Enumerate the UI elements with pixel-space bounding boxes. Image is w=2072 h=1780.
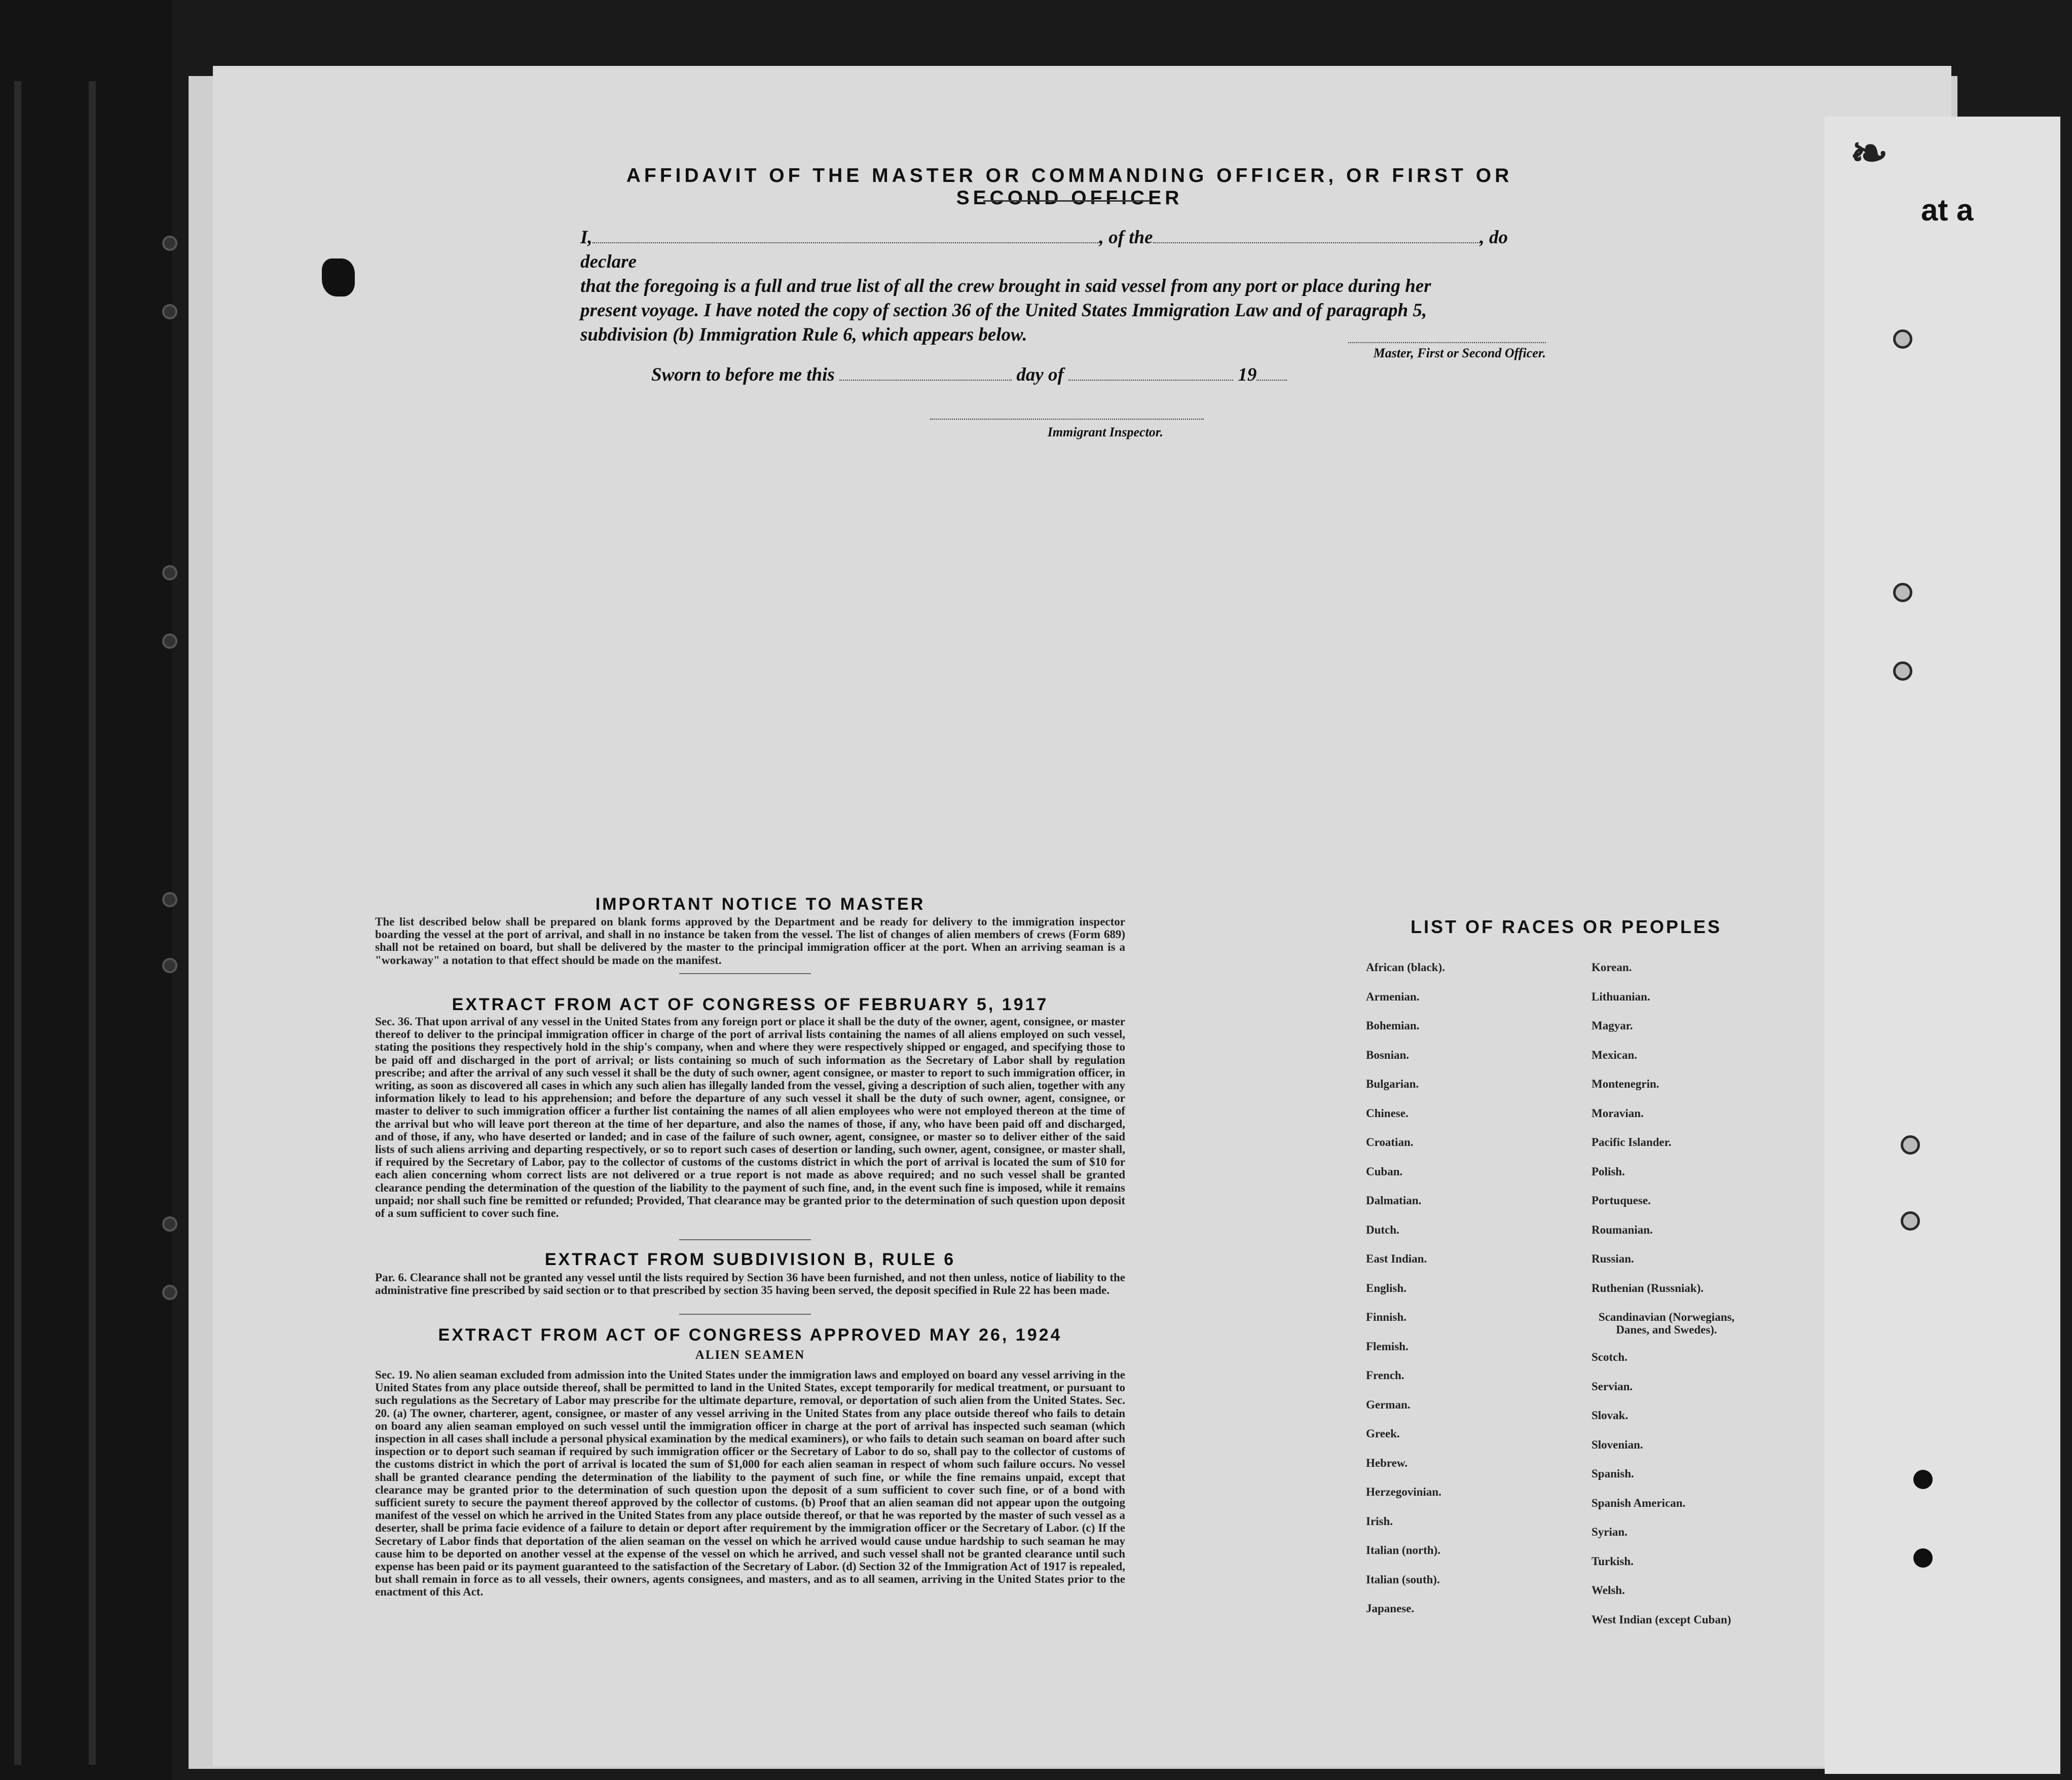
binder-strip	[89, 81, 96, 1765]
notice-heading: IMPORTANT NOTICE TO MASTER	[595, 895, 926, 914]
race-item: Hebrew.	[1366, 1456, 1408, 1469]
section-separator	[679, 1239, 811, 1240]
binder-hole	[162, 892, 177, 907]
binder-hole	[162, 304, 177, 319]
punch-hole	[1893, 329, 1912, 349]
declaration-i: I,	[580, 227, 593, 248]
sworn-line	[651, 364, 1287, 386]
race-item: Irish.	[1366, 1514, 1393, 1528]
race-item: Syrian.	[1592, 1526, 1627, 1538]
ink-smudge	[322, 258, 355, 296]
day-of-label: day of	[1016, 364, 1064, 385]
race-item: Lithuanian.	[1592, 990, 1650, 1003]
declaration-line-4: subdivision (b) Immigration Rule 6, which appears below.	[580, 324, 1027, 345]
year-prefix: 19	[1238, 364, 1257, 385]
race-item: Bosnian.	[1366, 1048, 1410, 1061]
declaration-text	[580, 226, 1559, 347]
binder-hole	[162, 1216, 177, 1232]
extract-1924-text: Sec. 19. No alien seaman excluded from admission into the United States under the immigration laws and employed on board any vessel arriving in the United States from any place outside thereof, shall be permitted to land in the United States, except temporarily for medical treatment, or pursuant to such regulations as the Secretary of Labor may prescribe for the ultimate departure, removal, or deportation of such alien from the United States. Sec. 20. (a) The owner, charterer, agent, consignee, or master of any vessel arriving in the United States from any place outside thereof who fails to detain on board any alien seaman employed on such vessel until the immigration officer in charge at the port of arrival has inspected such seaman (which inspection in all cases shall include a personal physical examination by the medical examiners), or who fails to detain such seaman on board after such inspection or to deport such seaman if required by such immigration officer or the Secretary of Labor to do so, shall pay to the collector of customs of the customs district in which the port of arrival is located the sum of $1,000 for each alien seaman in respect of whom such failure occurs. No vessel shall be granted clearance pending the determination of the liability to the payment of such fine, or while the fine remains unpaid, except that clearance may be granted prior to the determination of such question upon the deposit of a sum sufficient to cover such fine, or of a bond with sufficient surety to secure the payment thereof approved by the collector of customs. (b) Proof that an alien seaman did not appear upon the outgoing manifest of the vessel on which he arrived in the United States from any place outside thereof, or that he was reported by the master of such vessel as a deserter, shall be prima facie evidence of a failure to detain or deport after requirement by the immigration officer or the Secretary of Labor. (c) If the Secretary of Labor finds that deportation of the alien seaman on the vessel on which he arrived would cause undue hardship to such seaman he may cause him to be deported on another vessel at the expense of the vessel on which he arrived, and such vessel shall not be granted clearance until such expense has been paid or its payment guaranteed to the satisfaction of the Secretary of Labor. (d) Section 32 of the Immigration Act of 1917 is repealed, but shall remain in force as to all vessels, their owners, agents consignees, and masters, and as to all seamen, arriving in the United States prior to the enactment of this Act.	[375, 1368, 1125, 1599]
race-item: Armenian.	[1366, 990, 1420, 1003]
race-item: Finnish.	[1366, 1311, 1407, 1323]
race-item: Italian (south).	[1366, 1573, 1440, 1586]
race-item: Mexican.	[1592, 1048, 1638, 1061]
section-separator	[679, 973, 811, 974]
race-item: African (black).	[1366, 961, 1445, 974]
notice-text: The list described below shall be prepared on blank forms approved by the Department and be ready for delivery to the immigration inspector boarding the vessel at the port of arrival, and shall in no instance be taken from the vessel. The list of changes of alien members of crews (Form 689) shall not be retained on board, but shall be delivered by the master to the principal immigration officer at the port. When an arriving seaman is a "workaway" a notation to that effect should be made on the manifest.	[375, 915, 1125, 967]
punch-hole	[1893, 661, 1912, 681]
race-item: Roumanian.	[1592, 1223, 1653, 1236]
binder-strip	[14, 81, 21, 1765]
handwritten-mark: ❧	[1850, 129, 1889, 179]
race-item: Slovenian.	[1592, 1438, 1643, 1451]
declaration-line-3: present voyage. I have noted the copy of section 36 of the United States Immigration Law and of paragraph 5,	[580, 300, 1427, 321]
name-blank	[593, 242, 1099, 243]
races-heading: LIST OF RACES OR PEOPLES	[1410, 916, 1722, 937]
race-item: Spanish.	[1592, 1467, 1634, 1480]
extract-1917-text: Sec. 36. That upon arrival of any vessel in the United States from any foreign port or place it shall be the duty of the owner, agent, consignee, or master thereof to deliver to the principal immigration officer in charge of the port of arrival lists containing the names of all aliens employed on such vessel, stating the positions they respectively hold in the ship's company, when and where they were respectively shipped or engaged, and specifying those to be paid off and discharged in the port of arrival; or lists containing so much of such information as the Secretary of Labor shall by regulation prescribe; and after the arrival of any such vessel it shall be the duty of such owner, agent consignee, or master to report to such immigration officer, in writing, as soon as discovered all cases in which any such alien has illegally landed from the vessel, giving a description of such alien, together with any information likely to lead to his apprehension; and before the departure of any such vessel it shall be the duty of such owner, agent, consignee, or master to deliver to such immigration officer a further list containing the names of all alien employees who were not employed thereon at the time of the arrival but who will leave port thereon at the time of her departure, and also the names of those, if any, who have been paid off and discharged, and of those, if any, who have deserted or landed; and in case of the failure of such owner, agent, consignee, or master so to deliver either of the said lists of such aliens arriving and departing respectively, or so to report such cases of desertion or landing, such owner, agent, consignee, or master shall, if required by the Secretary of Labor, pay to the collector of customs of the customs district in which the port of arrival is located the sum of $10 for each alien concerning whom correct lists are not delivered or a true report is not made as above required; and no such vessel shall be granted clearance pending the determination of the question of the liability to the payment of such fine, and, in the event such fine is imposed, while it remains unpaid; nor shall such fine be remitted or refunded; Provided, That clearance may be granted prior to the determination of such question upon deposit of a sum sufficient to cover such fine.	[375, 1015, 1125, 1220]
sworn-day-blank	[839, 380, 1012, 381]
race-item: Moravian.	[1592, 1106, 1644, 1120]
inspector-signature-label: Immigrant Inspector.	[1047, 425, 1163, 439]
race-item: Korean.	[1592, 961, 1632, 974]
race-item: East Indian.	[1366, 1252, 1427, 1265]
extract-1924-heading: EXTRACT FROM ACT OF CONGRESS APPROVED MAY 26, 1924	[438, 1325, 1062, 1345]
race-item: Russian.	[1592, 1252, 1634, 1265]
race-item: Cuban.	[1366, 1165, 1403, 1178]
declaration-line-1	[580, 226, 1559, 274]
race-item	[1590, 1311, 1743, 1336]
race-item: Dalmatian.	[1366, 1194, 1422, 1207]
race-item: Greek.	[1366, 1427, 1400, 1440]
rule-6-heading: EXTRACT FROM SUBDIVISION B, RULE 6	[544, 1250, 956, 1269]
race-item: Bulgarian.	[1366, 1078, 1419, 1090]
binder-edge	[0, 0, 172, 1780]
filled-dot	[1913, 1470, 1933, 1489]
affidavit-title: AFFIDAVIT OF THE MASTER OR COMMANDING OFFICER, OR FIRST OR SECOND OFFICER	[626, 165, 1513, 209]
declaration-of-the: , of the	[1099, 227, 1153, 248]
section-separator	[679, 1314, 811, 1315]
race-item: Japanese.	[1366, 1602, 1415, 1615]
declaration-do-declare: , do declare	[580, 227, 1508, 272]
race-item: Flemish.	[1366, 1340, 1409, 1353]
race-item: English.	[1366, 1281, 1407, 1294]
punch-hole	[1893, 583, 1912, 602]
sworn-month-blank	[1068, 380, 1233, 381]
race-item: West Indian (except Cuban)	[1592, 1613, 1731, 1626]
race-item: French.	[1366, 1369, 1404, 1382]
race-item: Pacific Islander.	[1592, 1136, 1672, 1148]
race-item: Slovak.	[1592, 1409, 1629, 1422]
alien-seamen-subheading: ALIEN SEAMEN	[695, 1348, 805, 1362]
race-item: Bohemian.	[1366, 1019, 1420, 1032]
extract-1917-heading: EXTRACT FROM ACT OF CONGRESS OF FEBRUARY 5, 1917	[452, 995, 1049, 1014]
race-item: Servian.	[1592, 1380, 1633, 1393]
sworn-year-blank	[1256, 380, 1287, 381]
race-item: Dutch.	[1366, 1223, 1399, 1236]
race-item: German.	[1366, 1398, 1411, 1411]
binder-hole	[162, 958, 177, 973]
officer-signature-line	[1348, 342, 1546, 343]
race-item: Portuquese.	[1592, 1194, 1651, 1207]
race-item: Herzegovinian.	[1366, 1486, 1441, 1498]
race-scandinavian-line-2: Danes, and Swedes).	[1616, 1323, 1717, 1336]
inspector-signature-line	[930, 419, 1204, 420]
declaration-line-2: that the foregoing is a full and true list of all the crew brought in said vessel from any port or place during her	[580, 276, 1431, 296]
race-item: Ruthenian (Russniak).	[1592, 1281, 1704, 1294]
binder-hole	[162, 634, 177, 649]
race-item: Scotch.	[1592, 1351, 1627, 1363]
title-rule	[983, 200, 1151, 202]
sworn-label: Sworn to before me this	[651, 364, 835, 385]
officer-signature-label: Master, First or Second Officer.	[1373, 346, 1546, 360]
race-item: Welsh.	[1592, 1584, 1625, 1597]
binder-hole	[162, 236, 177, 251]
race-item: Spanish American.	[1592, 1496, 1686, 1509]
adjacent-page-fragment: at a	[1921, 193, 1974, 227]
race-item: Chinese.	[1366, 1106, 1409, 1120]
punch-hole	[1901, 1211, 1920, 1231]
race-item: Turkish.	[1592, 1554, 1634, 1568]
filled-dot	[1913, 1548, 1933, 1568]
race-item: Croatian.	[1366, 1136, 1414, 1148]
binder-hole	[162, 565, 177, 580]
race-scandinavian-line-1: Scandinavian (Norwegians,	[1598, 1311, 1735, 1323]
punch-hole	[1901, 1135, 1920, 1155]
binder-hole	[162, 1285, 177, 1300]
race-item: Italian (north).	[1366, 1544, 1440, 1556]
adjacent-page-edge	[1825, 117, 2060, 1774]
rule-6-text: Par. 6. Clearance shall not be granted any vessel until the lists required by Section 36 have been furnished, and not then unless, notice of liability to the administrative fine prescribed by said section or to that prescribed by section 35 having been served, the deposit specified in Rule 22 has been made.	[375, 1271, 1125, 1297]
race-item: Montenegrin.	[1592, 1078, 1659, 1090]
race-item: Polish.	[1592, 1165, 1625, 1178]
race-item: Magyar.	[1592, 1019, 1633, 1032]
vessel-blank	[1153, 242, 1480, 243]
